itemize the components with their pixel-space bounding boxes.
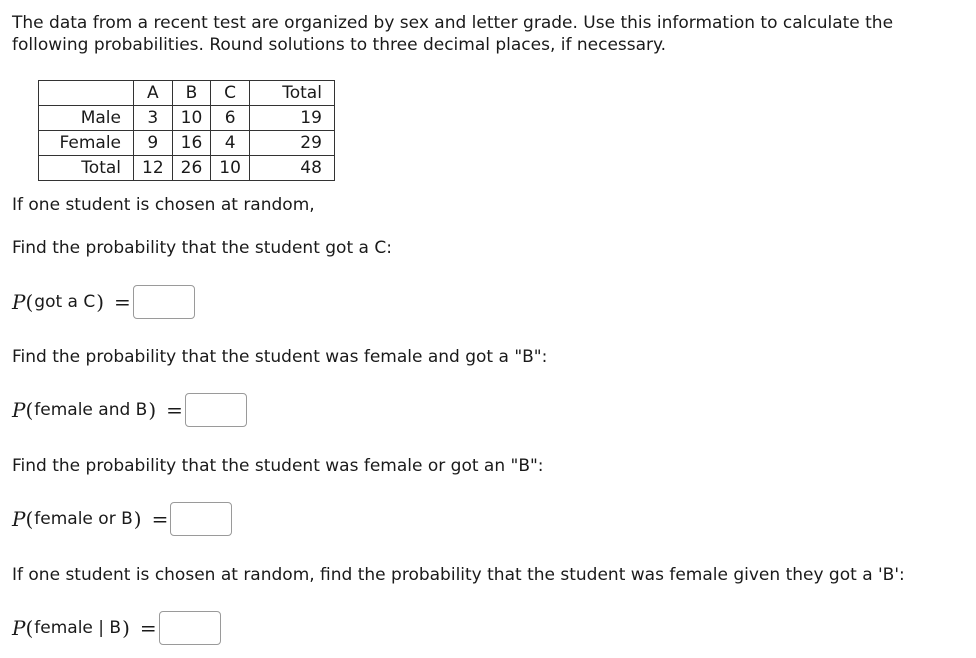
table-cell-total: 29 [249,131,334,156]
p-symbol: P [12,398,26,422]
open-paren: ( [25,507,34,531]
event-label: female | B [34,618,122,638]
probability-expression-2 [12,390,247,430]
column-header-b: B [172,81,211,106]
close-paren: ) [122,616,130,640]
table-cell: 6 [211,106,250,131]
equals-sign: = [114,290,131,314]
table-cell: 10 [211,156,250,181]
column-header-c: C [211,81,250,106]
question-prompt-1: Find the probability that the student got a C: [12,238,392,258]
table-corner-cell [39,81,134,106]
answer-input-got-c[interactable] [133,285,195,319]
answer-input-female-or-b[interactable] [170,502,232,536]
event-label: got a C [34,292,96,312]
table-row-male [39,106,335,131]
row-label: Female [39,131,134,156]
event-label: female or B [34,509,133,529]
column-header-total: Total [249,81,334,106]
p-symbol: P [12,616,26,640]
equals-sign: = [166,398,183,422]
question-prompt-4: If one student is chosen at random, find the probability that the student was female given they got a 'B': [12,565,905,585]
close-paren: ) [148,398,157,422]
table-cell: 26 [172,156,211,181]
open-paren: ( [25,290,34,314]
probability-expression-3 [12,499,232,539]
instructions-text: The data from a recent test are organized by sex and letter grade. Use this information to calculate the following probabilities. Round solutions to three decimal places, if necessary. [12,13,894,55]
open-paren: ( [25,398,34,422]
probability-expression-1 [12,282,195,322]
p-symbol: P [12,507,26,531]
column-header-a: A [134,81,173,106]
event-label: female and B [34,400,148,420]
table-cell: 9 [134,131,173,156]
row-label: Male [39,106,134,131]
random-selection-text: If one student is chosen at random, [12,195,315,215]
p-symbol: P [12,290,26,314]
table-cell-total: 48 [249,156,334,181]
table-cell: 16 [172,131,211,156]
table-cell: 10 [172,106,211,131]
grade-table [38,80,335,181]
table-cell: 4 [211,131,250,156]
table-row-female [39,131,335,156]
answer-input-female-and-b[interactable] [185,393,247,427]
question-prompt-2: Find the probability that the student was female and got a "B": [12,347,548,367]
question-prompt-3: Find the probability that the student was female or got an "B": [12,456,544,476]
table-cell-total: 19 [249,106,334,131]
equals-sign: = [139,616,157,640]
table-row-total [39,156,335,181]
answer-input-female-given-b[interactable] [159,611,221,645]
table-cell: 12 [134,156,173,181]
open-paren: ( [25,616,34,640]
close-paren: ) [96,290,105,314]
row-label: Total [39,156,134,181]
probability-expression-4 [12,608,221,648]
close-paren: ) [133,507,142,531]
equals-sign: = [151,507,169,531]
table-header-row [39,81,335,106]
table-cell: 3 [134,106,173,131]
